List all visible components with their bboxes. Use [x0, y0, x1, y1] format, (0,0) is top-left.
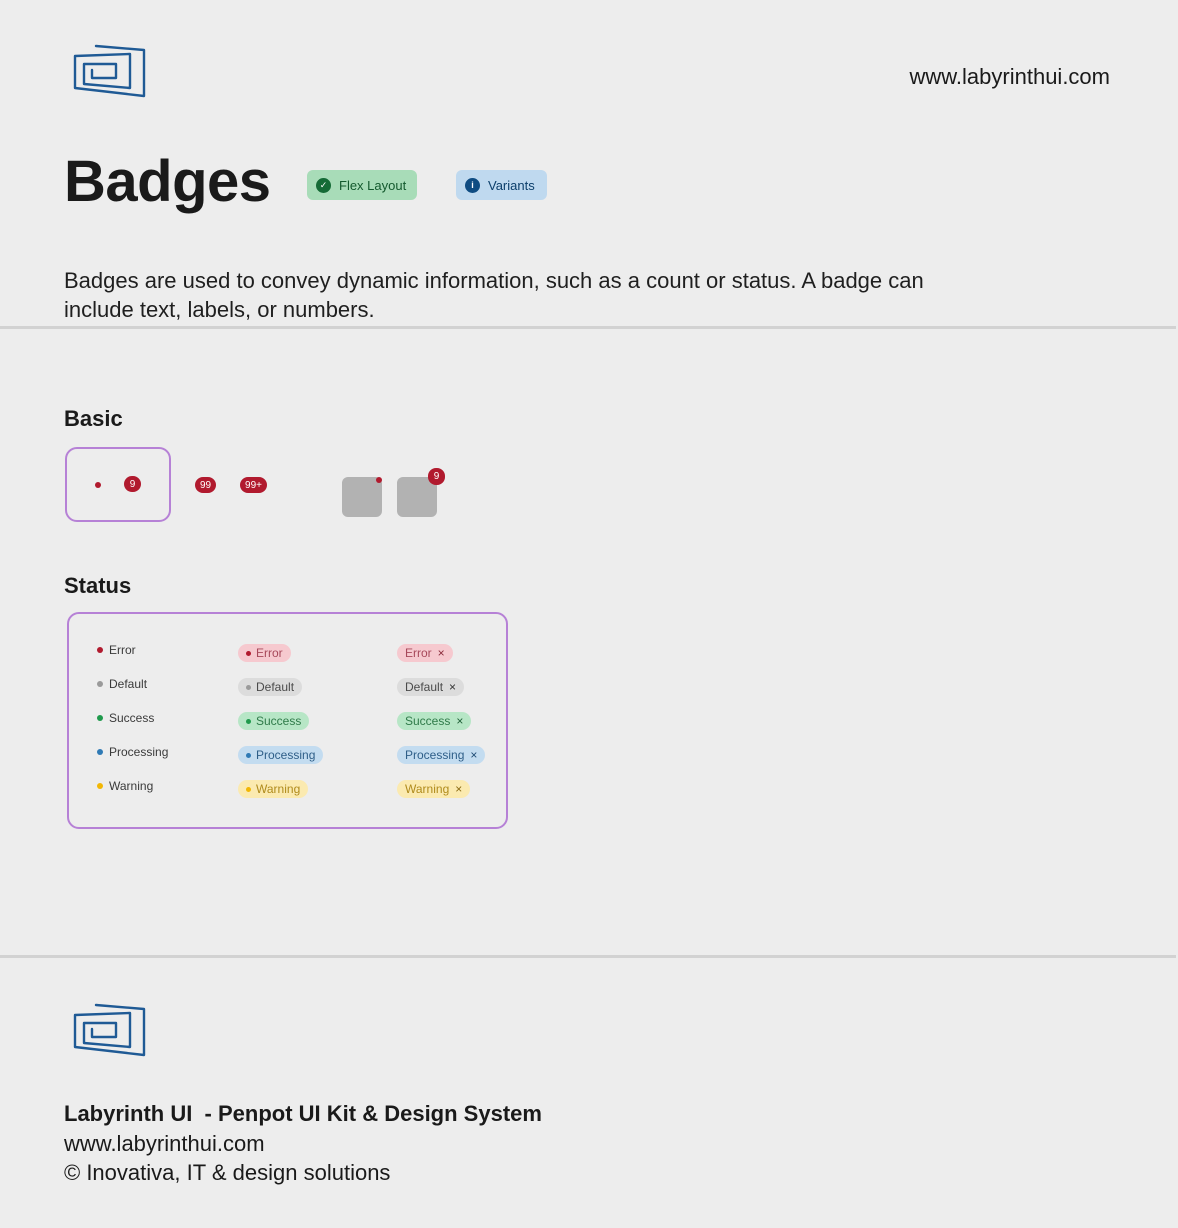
status-pill-success [238, 712, 309, 730]
count-badge-9: 9 [124, 476, 141, 492]
status-dot [97, 647, 103, 653]
status-label: Default [109, 677, 148, 691]
status-dot [97, 715, 103, 721]
intro-text: Badges are used to convey dynamic information, such as a count or status. A badge can include text, labels, or numbers. [64, 268, 924, 322]
status-dot-error [97, 643, 136, 657]
close-icon[interactable]: × [470, 748, 478, 762]
closable-pill-label: Success [405, 714, 451, 728]
closable-pill-label: Default [405, 680, 444, 694]
status-dot [97, 749, 103, 755]
page-title: Badges [64, 149, 271, 214]
closable-pill-warning [397, 780, 470, 798]
status-pill-label: Default [256, 680, 295, 694]
status-dot [97, 681, 103, 687]
status-label: Success [109, 711, 155, 725]
status-label: Processing [109, 745, 169, 759]
status-dot-success [97, 711, 154, 725]
closable-pill-label: Processing [405, 748, 465, 762]
close-icon[interactable]: × [456, 714, 464, 728]
status-pill-label: Warning [256, 782, 301, 796]
section-title-status: Status [64, 573, 132, 598]
closable-pill-label: Warning [405, 782, 450, 796]
closable-pill-error [397, 644, 453, 662]
variants-tag-label: Variants [488, 177, 535, 193]
labyrinth-logo-icon [72, 1003, 148, 1059]
basic-badge-frame [65, 447, 171, 522]
status-dot-processing [97, 745, 168, 759]
status-dot [246, 719, 251, 724]
status-pill-label: Error [256, 646, 283, 660]
status-dot [246, 753, 251, 758]
count-badge-99: 99 [195, 477, 216, 493]
status-dot [97, 783, 103, 789]
variants-tag [456, 170, 547, 200]
site-url-link[interactable]: www.labyrinthui.com [909, 64, 1110, 89]
closable-pill-label: Error [405, 646, 432, 660]
status-label: Error [109, 643, 136, 657]
status-dot [246, 685, 251, 690]
closable-pill-processing [397, 746, 485, 764]
status-pill-processing [238, 746, 323, 764]
status-pill-warning [238, 780, 308, 798]
section-title-basic: Basic [64, 406, 123, 431]
dot-badge [95, 482, 101, 488]
header-divider [0, 326, 1176, 329]
status-dot [246, 787, 251, 792]
close-icon[interactable]: × [437, 646, 445, 660]
info-circle-icon: i [465, 178, 480, 193]
close-icon[interactable]: × [455, 782, 463, 796]
avatar-count-badge: 9 [428, 468, 445, 485]
status-pill-label: Success [256, 714, 302, 728]
avatar-dot-badge [376, 477, 382, 483]
footer-title: Labyrinth UI - Penpot UI Kit & Design System [64, 1101, 542, 1126]
footer-copyright: © Inovativa, IT & design solutions [64, 1160, 391, 1185]
status-dot-default [97, 677, 147, 691]
status-label: Warning [109, 779, 154, 793]
status-pill-default [238, 678, 302, 696]
footer-url-link[interactable]: www.labyrinthui.com [64, 1131, 265, 1156]
flex-layout-tag-label: Flex Layout [339, 177, 407, 193]
status-dot-warning [97, 779, 153, 793]
flex-layout-tag [307, 170, 417, 200]
status-pill-label: Processing [256, 748, 316, 762]
count-badge-99-plus: 99+ [240, 477, 267, 493]
labyrinth-logo-icon [72, 44, 148, 100]
closable-pill-success [397, 712, 471, 730]
closable-pill-default [397, 678, 464, 696]
status-dot [246, 651, 251, 656]
check-circle-icon: ✓ [316, 178, 331, 193]
avatar-placeholder-with-dot [342, 477, 382, 517]
footer-divider [0, 955, 1176, 958]
close-icon[interactable]: × [449, 680, 457, 694]
status-pill-error [238, 644, 291, 662]
